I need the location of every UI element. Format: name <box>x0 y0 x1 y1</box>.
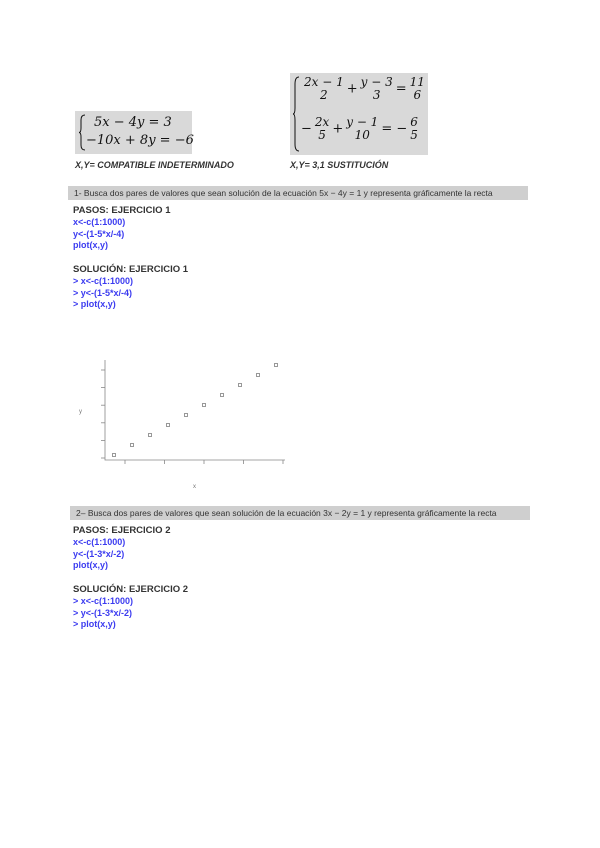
equation-system-2 <box>290 73 428 155</box>
system-2-result: X,Y= 3,1 SUSTITUCIÓN <box>290 160 389 170</box>
exercise-1-steps-code <box>73 217 125 252</box>
equation-line: 5x − 4y = 3 <box>94 115 172 130</box>
data-point <box>221 394 224 397</box>
equation-system-1 <box>75 111 192 154</box>
code-line: > x<-c(1:1000) <box>73 596 134 606</box>
brace-icon <box>78 114 86 151</box>
data-point <box>113 454 116 457</box>
data-point <box>239 384 242 387</box>
code-line: > y<-(1-3*x/-2) <box>73 607 133 618</box>
code-line: > x<-c(1:1000) <box>73 276 134 286</box>
exercise-2-solution-title: SOLUCIÓN: EJERCICIO 2 <box>73 584 189 595</box>
code-line: plot(x,y) <box>73 560 108 570</box>
code-line: plot(x,y) <box>73 240 108 250</box>
code-line: > plot(x,y) <box>73 619 116 629</box>
data-point <box>149 434 152 437</box>
equation-line: −10x + 8y = −6 <box>86 133 194 148</box>
data-point <box>131 444 134 447</box>
equation-line: 2x − 1 2 + y − 3 3 = 11 6 <box>304 75 425 102</box>
data-point <box>167 424 170 427</box>
exercise-2-solution-code <box>73 596 133 631</box>
data-point <box>203 404 206 407</box>
code-line: y<-(1-5*x/-4) <box>73 228 125 239</box>
code-line: > y<-(1-5*x/-4) <box>73 287 133 298</box>
system-1-result: X,Y= COMPATIBLE INDETERMINADO <box>75 160 234 170</box>
code-line: y<-(1-3*x/-2) <box>73 548 125 559</box>
code-line: x<-c(1:1000) <box>73 537 126 547</box>
equation-line: − 2x 5 + y − 1 10 = − 6 5 <box>301 115 418 142</box>
code-line: x<-c(1:1000) <box>73 217 126 227</box>
data-point <box>275 364 278 367</box>
data-point <box>257 374 260 377</box>
plot-axes <box>105 360 285 460</box>
exercise-1-solution-code <box>73 276 133 311</box>
exercise-1-solution-title: SOLUCIÓN: EJERCICIO 1 <box>73 264 189 275</box>
exercise-2-steps-code <box>73 537 125 572</box>
exercise-2-steps-title: PASOS: EJERCICIO 2 <box>73 525 171 536</box>
data-point <box>185 414 188 417</box>
code-line: > plot(x,y) <box>73 299 116 309</box>
exercise-2-prompt: 2– Busca dos pares de valores que sean solución de la ecuación 3x − 2y = 1 y representa gráficamente la recta <box>70 506 530 520</box>
brace-icon <box>292 76 300 152</box>
y-axis-label: y <box>79 409 82 415</box>
x-axis-label: x <box>193 484 196 490</box>
scatter-plot <box>70 355 290 495</box>
exercise-1-prompt: 1- Busca dos pares de valores que sean solución de la ecuación 5x − 4y = 1 y representa gráficamente la recta <box>68 186 528 200</box>
exercise-1-steps-title: PASOS: EJERCICIO 1 <box>73 205 171 216</box>
